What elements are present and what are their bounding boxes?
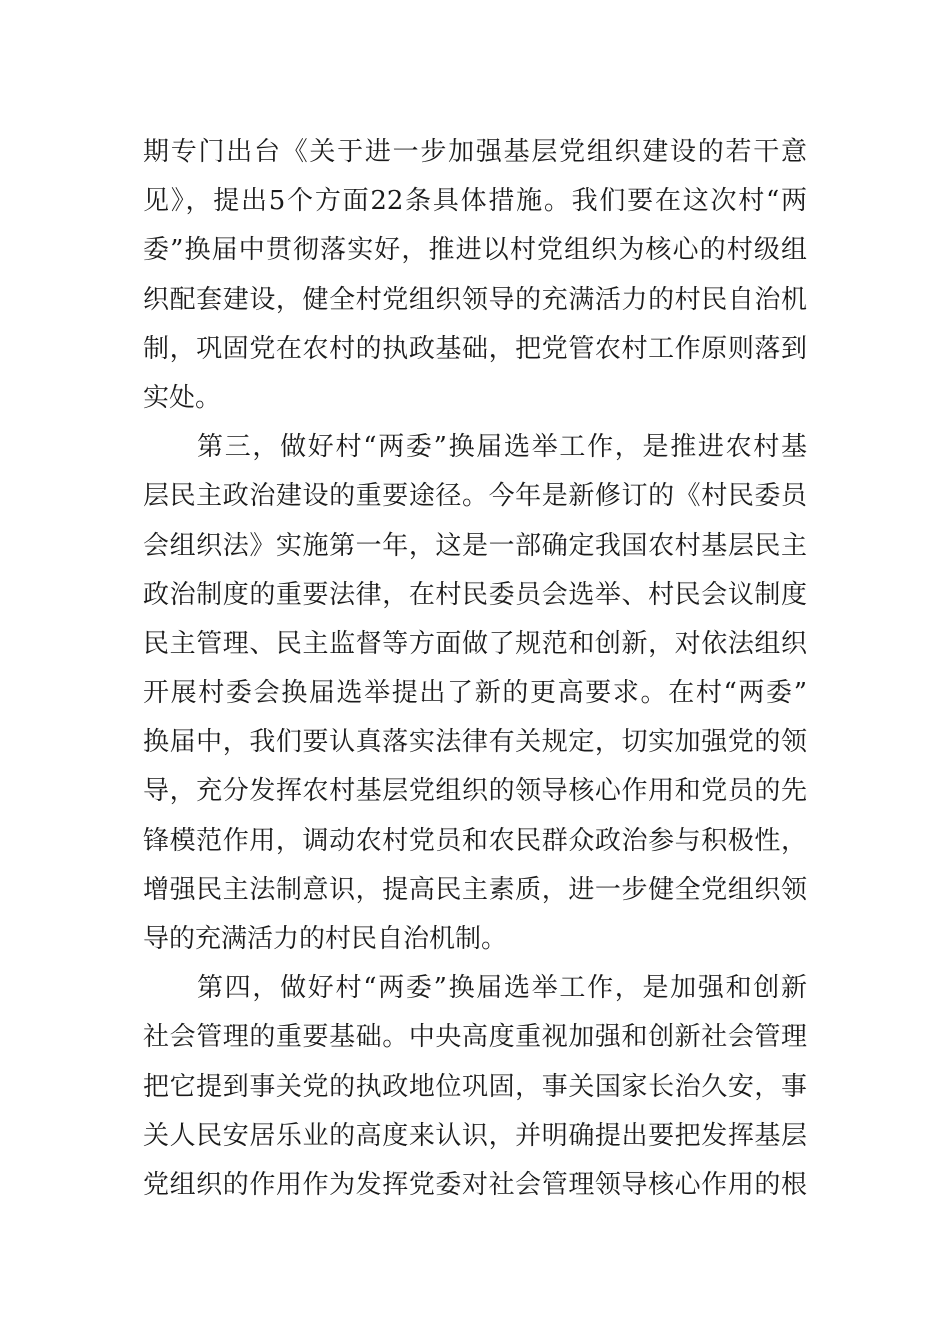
text-line: 第三，做好村“两委”换届选举工作，是推进农村基 — [197, 432, 807, 463]
text-line: 增强民主法制意识，提高民主素质，进一步健全党组织领 — [143, 874, 807, 905]
text-line: 锋模范作用，调动农村党员和农民群众政治参与积极性， — [143, 825, 807, 856]
text-line: 民主管理、民主监督等方面做了规范和创新，对依法组织 — [143, 628, 807, 659]
text-line: 导的充满活力的村民自治机制。 — [143, 924, 508, 954]
text-line: 党组织的作用作为发挥党委对社会管理领导核心作用的根 — [143, 1169, 807, 1200]
text-line: 层民主政治建设的重要途径。今年是新修订的《村民委员 — [143, 481, 807, 512]
paragraph-1 — [143, 128, 807, 423]
text-line: 委”换届中贯彻落实好，推进以村党组织为核心的村级组 — [143, 235, 807, 266]
paragraph-3 — [143, 964, 807, 1210]
text-line: 关人民安居乐业的高度来认识，并明确提出要把发挥基层 — [143, 1120, 807, 1151]
text-line: 政治制度的重要法律，在村民委员会选举、村民会议制度 — [143, 579, 807, 610]
text-line: 会组织法》实施第一年，这是一部确定我国农村基层民主 — [143, 530, 807, 561]
text-line: 织配套建设，健全村党组织领导的充满活力的村民自治机 — [143, 284, 807, 315]
text-line: 把它提到事关党的执政地位巩固，事关国家长治久安，事 — [143, 1071, 807, 1102]
text-line: 换届中，我们要认真落实法律有关规定，切实加强党的领 — [143, 727, 807, 758]
text-line: 实处。 — [143, 382, 222, 413]
text-line: 制，巩固党在农村的执政基础，把党管农村工作原则落到 — [143, 333, 807, 364]
text-line: 期专门出台《关于进一步加强基层党组织建设的若干意 — [143, 137, 807, 167]
paragraph-2 — [143, 423, 807, 964]
text-line: 导，充分发挥农村基层党组织的领导核心作用和党员的先 — [143, 776, 807, 807]
document-body — [143, 128, 807, 1210]
text-line: 社会管理的重要基础。中央高度重视加强和创新社会管理 — [143, 1022, 807, 1053]
text-line: 见》，提出5个方面22条具体措施。我们要在这次村“两 — [143, 186, 807, 217]
text-line: 开展村委会换届选举提出了新的更高要求。在村“两委” — [143, 678, 807, 709]
text-line: 第四，做好村“两委”换届选举工作，是加强和创新 — [197, 973, 807, 1004]
